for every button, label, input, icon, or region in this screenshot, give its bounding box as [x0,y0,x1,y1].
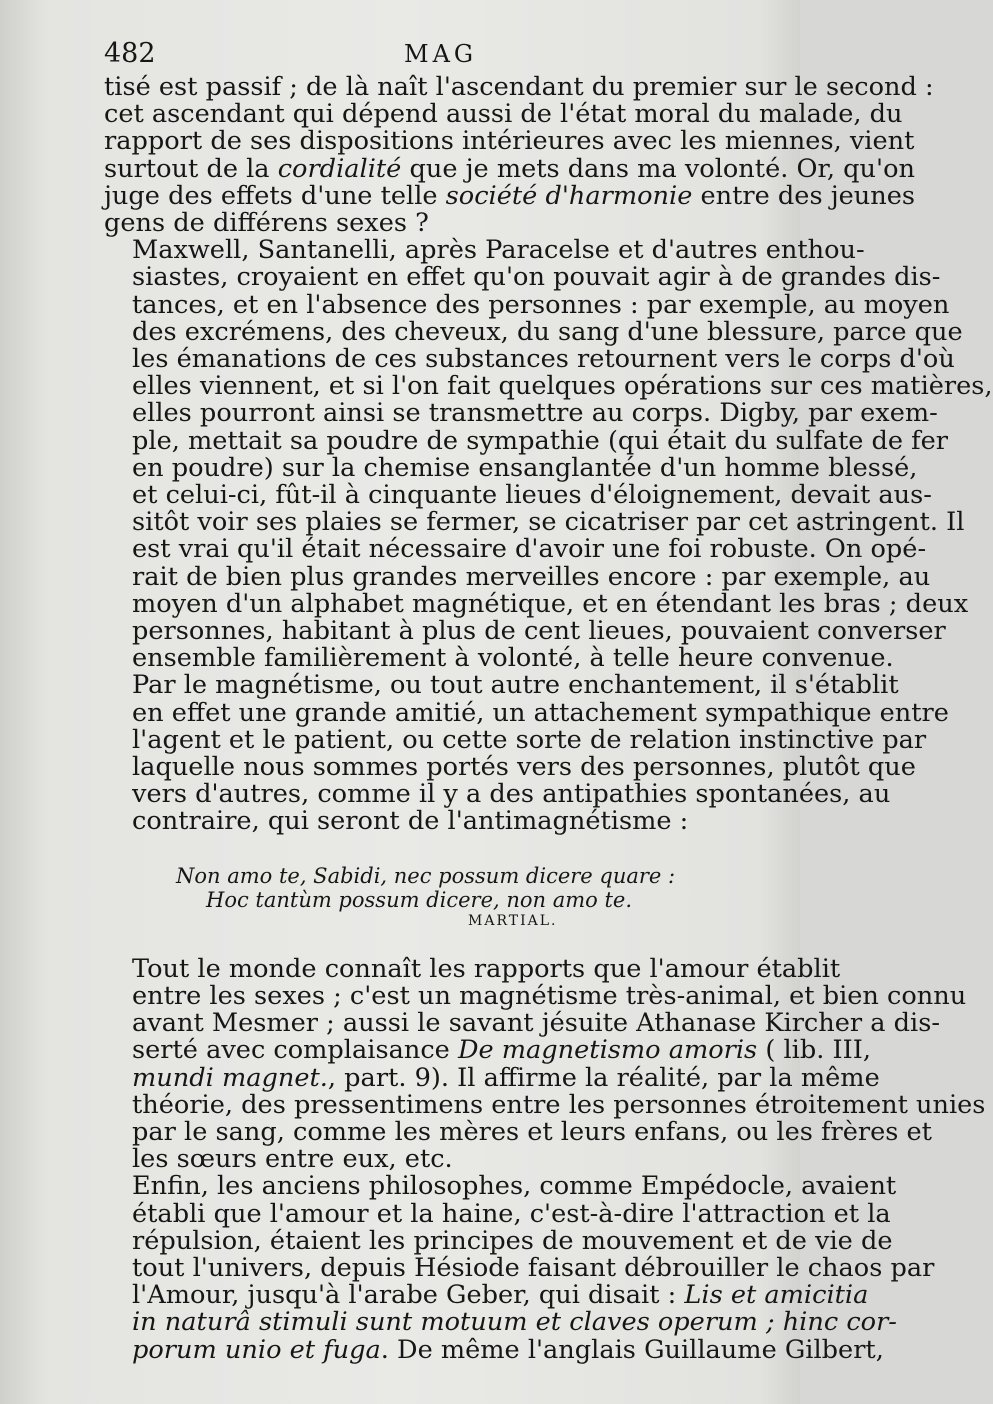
text-line: laquelle nous sommes portés vers des personnes, plutôt que [132,752,916,783]
text-line: les émanations de ces substances retournent vers le corps d'où [132,344,955,375]
text-line: est vrai qu'il était nécessaire d'avoir une foi robuste. On opé- [132,534,927,565]
text-line: Maxwell, Santanelli, après Paracelse et d'autres enthou- [132,235,865,266]
text-line: siastes, croyaient en effet qu'on pouvait agir à de grandes dis- [132,262,941,293]
text-line: vers d'autres, comme il y a des antipathies spontanées, au [132,779,891,810]
text-line: par le sang, comme les mères et leurs enfans, ou les frères et [132,1116,932,1147]
paragraph-4 [104,953,986,1175]
text-line: Tout le monde connaît les rapports que l'amour établit [132,953,841,984]
text-line: porum unio et fuga. De même l'anglais Guillaume Gilbert, [132,1334,884,1365]
body-text [104,72,993,1365]
text-line: rapport de ses dispositions intérieures avec les miennes, vient [104,126,915,157]
text-line: elles pourront ainsi se transmettre au corps. Digby, par exem- [132,398,938,429]
text-line: en effet une grande amitié, un attachement sympathique entre [132,697,949,728]
text-line: sitôt voir ses plaies se fermer, se cicatriser par cet astringent. Il [132,507,965,538]
paragraph-5 [104,1171,935,1365]
paragraph-1 [104,72,934,239]
text-line: des excrémens, des cheveux, du sang d'une blessure, parce que [132,316,963,347]
epigram-line-1: Non amo te, Sabidi, nec possum dicere quare : [176,863,676,888]
text-line: serté avec complaisance De magnetismo amoris ( lib. III, [132,1035,871,1066]
text-line: entre les sexes ; c'est un magnétisme très-animal, et bien connu [132,980,967,1011]
text-line: in naturâ stimuli sunt motuum et claves operum ; hinc cor- [132,1307,897,1338]
text-line: tisé est passif ; de là naît l'ascendant du premier sur le second : [104,72,934,102]
text-line: personnes, habitant à plus de cent lieues, pouvaient converser [132,616,946,647]
text-line: et celui-ci, fût-il à cinquante lieues d'éloignement, devait aus- [132,480,932,511]
text-line: surtout de la cordialité que je mets dans ma volonté. Or, qu'on [104,153,915,184]
text-line: ensemble familièrement à volonté, à telle heure convenue. [132,643,894,674]
text-line: avant Mesmer ; aussi le savant jésuite Athanase Kircher a dis- [132,1008,941,1039]
text-line: mundi magnet., part. 9). Il affirme la réalité, par la même [132,1062,880,1093]
epigram-line-2: Hoc tantùm possum dicere, non amo te. [206,887,633,912]
paragraph-2 [104,235,993,674]
text-line: Par le magnétisme, ou tout autre enchantement, il s'établit [132,670,899,701]
text-line: établi que l'amour et la haine, c'est-à-dire l'attraction et la [132,1198,891,1229]
text-line: répulsion, étaient les principes de mouvement et de vie de [132,1225,893,1256]
text-line: elles viennent, et si l'on fait quelques opérations sur ces matières, [132,371,993,402]
latin-epigram [104,864,764,930]
text-line: rait de bien plus grandes merveilles encore : par exemple, au [132,561,931,592]
text-line: en poudre) sur la chemise ensanglantée d'un homme blessé, [132,452,918,483]
text-line: cet ascendant qui dépend aussi de l'état moral du malade, du [104,99,903,130]
page-number: 482 [104,38,156,69]
text-line: juge des effets d'une telle société d'harmonie entre des jeunes [104,180,916,211]
text-line: tances, et en l'absence des personnes : par exemple, au moyen [132,289,950,320]
epigram-attribution: MARTIAL. [468,912,558,929]
running-head: MAG [404,40,478,68]
text-line: théorie, des pressentimens entre les personnes étroitement unies [132,1089,986,1120]
paragraph-3 [104,670,949,837]
text-line: gens de différens sexes ? [104,208,429,239]
text-line: l'Amour, jusqu'à l'arabe Geber, qui disait : Lis et amicitia [132,1280,869,1311]
text-line: moyen d'un alphabet magnétique, et en étendant les bras ; deux [132,588,969,619]
text-line: Enfin, les anciens philosophes, comme Empédocle, avaient [132,1171,897,1202]
text-line: les sœurs entre eux, etc. [132,1144,453,1175]
text-line: l'agent et le patient, ou cette sorte de relation instinctive par [132,724,927,755]
text-line: contraire, qui seront de l'antimagnétisme : [132,806,689,837]
text-line: tout l'univers, depuis Hésiode faisant débrouiller le chaos par [132,1252,935,1283]
text-line: ple, mettait sa poudre de sympathie (qui était du sulfate de fer [132,425,949,456]
